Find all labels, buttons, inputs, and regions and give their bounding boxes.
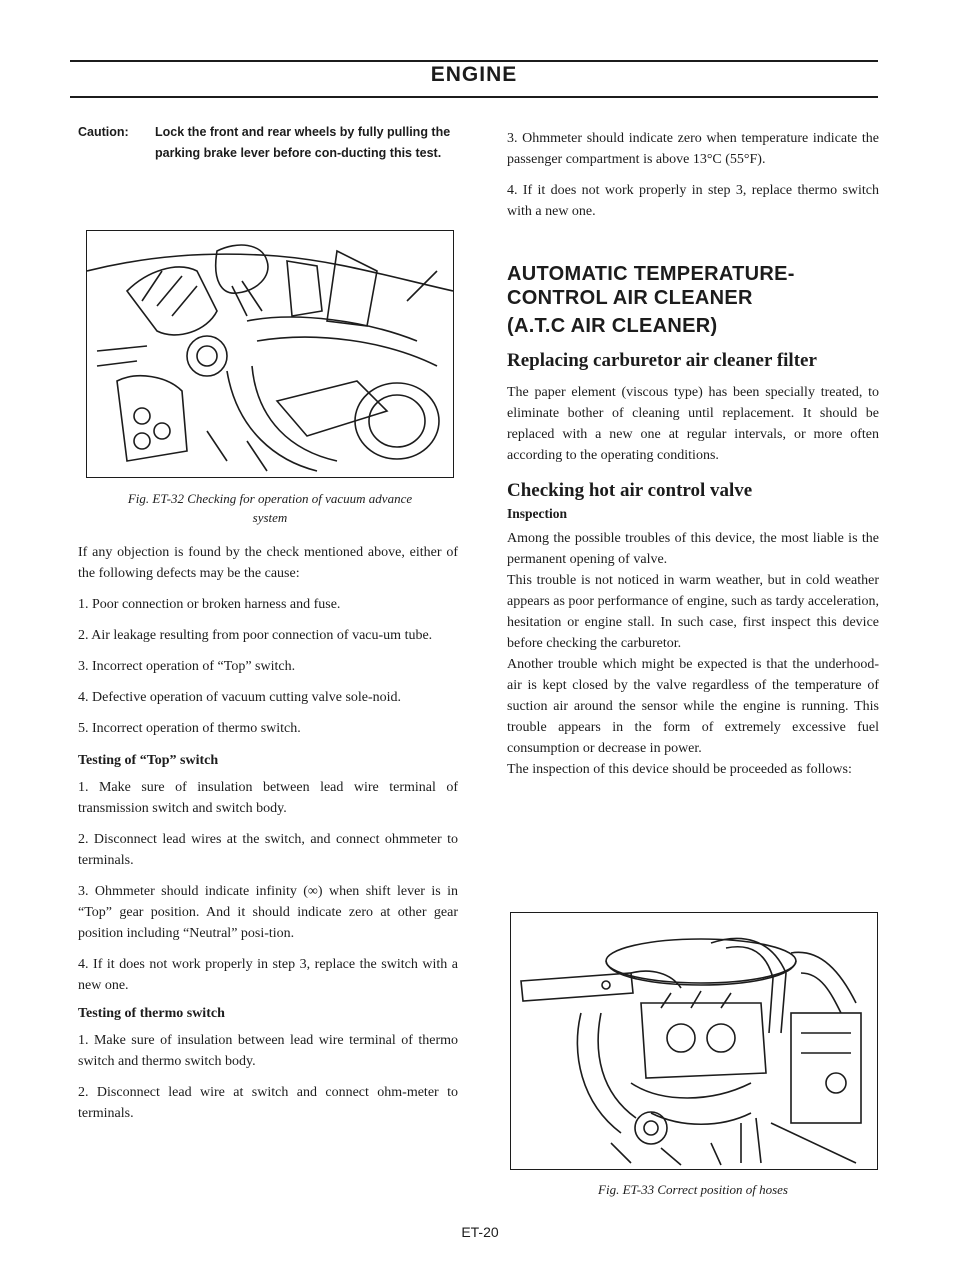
- engine-vacuum-advance-drawing: [87, 231, 453, 477]
- top-switch-step: 2. Disconnect lead wires at the switch, and connect ohmmeter to terminals.: [78, 832, 458, 868]
- inspection-heading: Inspection: [507, 506, 568, 521]
- figure-et33-illustration: [510, 912, 878, 1170]
- thermo-switch-step: 3. Ohmmeter should indicate zero when temperature indicate the passenger compartment is above 13°C (55°F).: [507, 131, 879, 167]
- inspection-paragraph: The inspection of this device should be proceeded as follows:: [507, 762, 852, 777]
- top-switch-heading: Testing of “Top” switch: [78, 753, 219, 768]
- cause-item: 3. Incorrect operation of “Top” switch.: [78, 659, 296, 674]
- thermo-switch-heading: Testing of thermo switch: [78, 1006, 225, 1021]
- page-title: ENGINE: [430, 63, 518, 86]
- figure-et32-illustration: [86, 230, 454, 478]
- inspection-paragraph: Among the possible troubles of this device, the most liable is the permanent opening of valve.: [507, 531, 879, 567]
- checking-valve-heading: Checking hot air control valve: [507, 480, 753, 501]
- thermo-switch-step: 1. Make sure of insulation between lead wire terminal of thermo switch and thermo switch body.: [78, 1033, 458, 1069]
- figure-et33-caption: Fig. ET-33 Correct position of hoses: [598, 1182, 788, 1197]
- right-column: [507, 128, 879, 790]
- replacing-filter-heading: Replacing carburetor air cleaner filter: [507, 350, 817, 371]
- cause-item: 4. Defective operation of vacuum cutting valve sole-noid.: [78, 690, 402, 705]
- cause-item: 2. Air leakage resulting from poor connection of vacu-um tube.: [78, 628, 433, 643]
- top-switch-step: 1. Make sure of insulation between lead wire terminal of transmission switch and switch body.: [78, 780, 458, 816]
- thermo-switch-step: 2. Disconnect lead wire at switch and connect ohm-meter to terminals.: [78, 1085, 458, 1121]
- caution-text: Lock the front and rear wheels by fully pulling the parking brake lever before con-ducting this test.: [155, 125, 451, 160]
- section-title-line-2: CONTROL AIR CLEANER: [507, 287, 753, 309]
- causes-list: [78, 594, 458, 739]
- header-bottom-rule: [70, 96, 878, 98]
- section-title-line-1: AUTOMATIC TEMPERATURE-: [507, 263, 795, 285]
- inspection-paragraph: This trouble is not noticed in warm weather, but in cold weather appears as poor performance of engine, such as tardy acceleration, hesitation or engine stall. In such case, first inspect this device before checking the carburetor.: [507, 573, 879, 651]
- top-switch-step: 4. If it does not work properly in step 3, replace the switch with a new one.: [78, 957, 458, 993]
- top-switch-step: 3. Ohmmeter should indicate infinity (∞) when shift lever is in “Top” gear position. And it should indicate zero at other gear position including “Neutral” posi-tion.: [78, 884, 458, 941]
- caution-label: Caution:: [78, 125, 129, 139]
- cause-item: 1. Poor connection or broken harness and fuse.: [78, 597, 341, 612]
- left-column: [78, 542, 458, 1134]
- cause-item: 5. Incorrect operation of thermo switch.: [78, 721, 301, 736]
- air-cleaner-hoses-drawing: [511, 913, 877, 1169]
- replacing-filter-text: The paper element (viscous type) has been specially treated, to eliminate bother of cleaning until replacement. It should be replaced with a new one at regular intervals, or more often according to the operating conditions.: [507, 385, 879, 463]
- causes-intro: If any objection is found by the check mentioned above, either of the following defects may be the cause:: [78, 545, 458, 581]
- thermo-switch-step: 4. If it does not work properly in step 3, replace thermo switch with a new one.: [507, 183, 879, 219]
- figure-et32-caption: Fig. ET-32 Checking for operation of vacuum advance system: [127, 491, 413, 525]
- inspection-paragraph: Another trouble which might be expected is that the underhood-air is kept closed by the valve regardless of the temperature of suction air around the sensor while the engine is running. This trouble appears in the form of extremely excessive fuel consumption or decrease in power.: [507, 657, 879, 756]
- header-top-rule: [70, 60, 878, 62]
- section-title-line-3: (A.T.C AIR CLEANER): [507, 315, 718, 337]
- page-number: ET-20: [461, 1224, 499, 1240]
